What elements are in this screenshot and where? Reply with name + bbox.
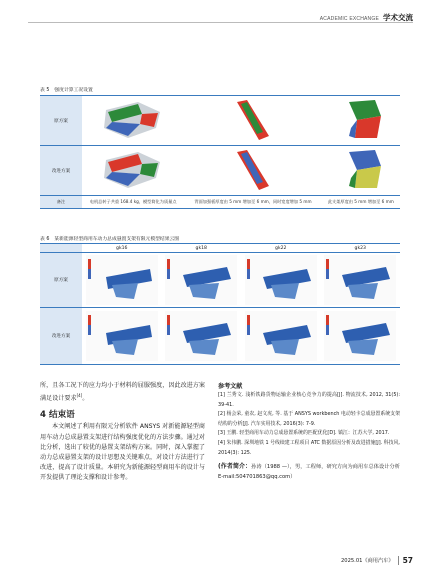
table6-corner — [40, 244, 82, 253]
table5-row-label: 备注 — [40, 196, 82, 209]
section-heading: 4 结束语 — [40, 410, 75, 421]
page-number: 57 — [398, 556, 413, 565]
table6-header-row — [40, 244, 400, 253]
table6-row-label: 原方案 — [40, 253, 82, 308]
note-cell: 背面加强板厚度由 5 mm 增加至 6 mm，同时宽度增加 5 mm — [184, 196, 321, 209]
left-column — [40, 381, 205, 484]
table6-caption — [40, 235, 179, 242]
table6-col-header: gk18 — [162, 244, 242, 253]
lead-citation: [4] — [76, 393, 83, 399]
model-image — [322, 146, 400, 196]
lead-text: 所，且各工况下的应力均小于材料的屈服强度，因此改进方案满足设计要求 — [40, 382, 205, 403]
right-column — [218, 382, 400, 483]
table5-row-label: 原方案 — [40, 96, 82, 146]
author-text: 孙涛（1988 —），男，工程师，研究方向为商用车总体设计分析 E-mail:504701863@qq.com） — [218, 464, 400, 480]
author-label: (作者简介： — [218, 463, 252, 471]
model-image — [184, 146, 321, 196]
table5-title: 强度计算工况设置 — [54, 88, 93, 93]
table6-col-header: gk23 — [321, 244, 401, 253]
lead-paragraph — [40, 381, 205, 404]
reference-item: [2] 杨会荣, 童农, 赵文虎, 等. 基于 ANSYS workbench 电动轻卡总成悬置系统支架结构的分析[J]. 汽车实用技术, 2016(3): 7-9. — [218, 411, 400, 427]
stress-contour-image — [82, 253, 162, 308]
reference-item: [1] 兰秀文. 浅析铁路货物运输企业核心竞争力的提高[J]. 物流技术, 2012, 31(5): 39-41. — [218, 392, 400, 408]
stress-contour-image — [162, 253, 242, 308]
note-cell: 此支架厚度由 5 mm 增加至 6 mm — [322, 196, 400, 209]
table5-number: 表 5 — [40, 88, 50, 93]
author-bio — [218, 462, 400, 483]
table5-row-notes — [40, 196, 400, 209]
table6-col-header: gk16 — [82, 244, 162, 253]
model-image — [322, 96, 400, 146]
header-divider — [28, 22, 413, 23]
lead-end: 。 — [82, 395, 89, 403]
header-en: ACADEMIC EXCHANGE — [319, 16, 379, 22]
stress-contour-image — [162, 308, 242, 365]
table6-row-improved — [40, 308, 400, 365]
table6-row-label: 改进方案 — [40, 308, 82, 365]
reference-item: [4] 朱伟鹏. 深圳地铁 1 号线续建工程项目 ATC 数据原因分析及改进措施[J]. 科技风, 2014(3): 125. — [218, 439, 400, 456]
table5-caption — [40, 86, 93, 93]
stress-contour-image — [241, 253, 321, 308]
table6 — [40, 243, 400, 365]
header-zh: 学术交流 — [383, 13, 413, 22]
reference-item: [3] 王鹏. 轻型商用车动力总成悬置系统的匹配优化[D]. 镇江：江苏大学, 2017. — [218, 430, 390, 437]
stress-contour-image — [321, 308, 401, 365]
table6-title: 某新能源轻型商用车动力总成悬置支架有限元模型结果云图 — [54, 237, 180, 242]
table5-row-label: 改进方案 — [40, 146, 82, 196]
issue-label: 2025.01《商用汽车》 — [340, 558, 394, 564]
references-heading: 参考文献 — [218, 383, 243, 390]
model-image — [82, 146, 184, 196]
model-image — [82, 96, 184, 146]
stress-contour-image — [82, 308, 162, 365]
table6-col-header: gk22 — [241, 244, 321, 253]
table6-row-original — [40, 253, 400, 308]
table6-number: 表 6 — [40, 237, 50, 242]
table5-row-improved — [40, 146, 400, 196]
page-footer — [341, 556, 413, 565]
stress-contour-image — [321, 253, 401, 308]
table5-row-original — [40, 96, 400, 146]
stress-contour-image — [241, 308, 321, 365]
model-image — [184, 96, 321, 146]
conclusion-paragraph: 本文阐述了利用有限元分析软件 ANSYS 对新能源轻型商用车动力总成悬置支架进行结构强度优化的方法步骤。通过对比分析，选出了较优的悬置支架结构方案。同时，深入掌握了动力总成悬置支架的设计思想及关键难点，对设计方法进行了改进，提高了设计质量。本研究为新能源轻型商用车的设计与开发提供了理论支撑和设计参考。 — [40, 423, 205, 482]
table5 — [40, 95, 400, 209]
note-cell: 电机总转子共重 168.4 kg，模型简化为质量点 — [82, 196, 184, 209]
